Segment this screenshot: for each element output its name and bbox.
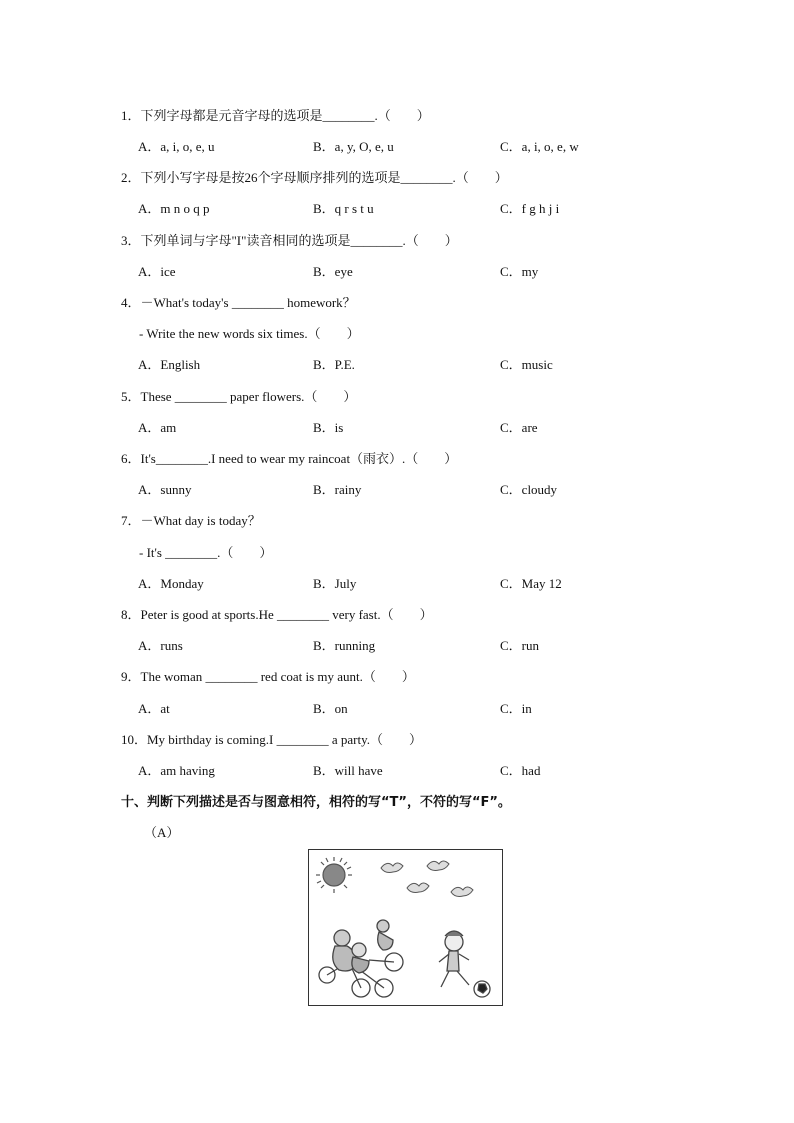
question-3-option-b[interactable]: B．eye (313, 264, 353, 279)
boy-playing-football-icon (439, 931, 490, 997)
question-5-option-a[interactable]: A．am (138, 420, 177, 435)
question-3-stem: 3．下列单词与字母"I"读音相同的选项是________.（ ） (121, 233, 458, 248)
question-8-option-a[interactable]: A．runs (138, 638, 183, 653)
question-7-option-b[interactable]: B．July (313, 576, 357, 591)
question-2-option-c[interactable]: C．f g h j i (500, 201, 560, 216)
question-8-option-c[interactable]: C．run (500, 638, 540, 653)
question-9-option-c[interactable]: C．in (500, 701, 532, 716)
question-4-option-a[interactable]: A．English (138, 357, 201, 372)
question-10-option-a[interactable]: A．am having (138, 763, 215, 778)
sun-icon (316, 857, 352, 893)
children-cycling-icon (319, 920, 403, 997)
question-3-option-a[interactable]: A．ice (138, 264, 176, 279)
question-1-option-c[interactable]: C．a, i, o, e, w (500, 139, 579, 154)
question-3-option-c[interactable]: C．my (500, 264, 539, 279)
question-10-option-b[interactable]: B．will have (313, 763, 383, 778)
question-4-option-b[interactable]: B．P.E. (313, 357, 355, 372)
question-8-option-b[interactable]: B．running (313, 638, 376, 653)
question-6-option-c[interactable]: C．cloudy (500, 482, 558, 497)
scene-drawing (309, 850, 502, 1005)
question-9-stem: 9．The woman ________ red coat is my aunt.（ ） (121, 669, 415, 684)
question-4-reply: - Write the new words six times.（ ） (139, 326, 360, 341)
question-7-option-c[interactable]: C．May 12 (500, 576, 562, 591)
question-6-option-b[interactable]: B．rainy (313, 482, 362, 497)
question-5-option-b[interactable]: B．is (313, 420, 344, 435)
question-9-option-b[interactable]: B．on (313, 701, 348, 716)
question-2-option-a[interactable]: A．m n o q p (138, 201, 210, 216)
question-6-stem: 6．It's________.I need to wear my raincoat（雨衣）.（ ） (121, 451, 458, 466)
question-5-stem: 5．These ________ paper flowers.（ ） (121, 389, 357, 404)
question-7-reply: - It's ________.（ ） (139, 545, 273, 560)
birds-icon (381, 861, 473, 897)
question-7-stem: 7．－What day is today？ (121, 513, 261, 528)
question-2-stem: 2．下列小写字母是按26个字母顺序排列的选项是________.（ ） (121, 170, 508, 185)
scene-illustration (308, 849, 503, 1006)
question-10-stem: 10．My birthday is coming.I ________ a party.（ ） (121, 732, 423, 747)
question-4-stem: 4．－What's today's ________ homework？ (121, 295, 356, 310)
question-9-option-a[interactable]: A．at (138, 701, 170, 716)
question-1-option-a[interactable]: A．a, i, o, e, u (138, 139, 215, 154)
question-10-option-c[interactable]: C．had (500, 763, 541, 778)
question-4-option-c[interactable]: C．music (500, 357, 553, 372)
question-1-stem: 1．下列字母都是元音字母的选项是________.（ ） (121, 108, 430, 123)
part-a-label: （A） (144, 825, 180, 840)
question-5-option-c[interactable]: C．are (500, 420, 538, 435)
question-6-option-a[interactable]: A．sunny (138, 482, 192, 497)
section-10-title: 十、判断下列描述是否与图意相符，相符的写“T”，不符的写“F”。 (121, 795, 511, 810)
question-8-stem: 8．Peter is good at sports.He ________ very fast.（ ） (121, 607, 433, 622)
question-2-option-b[interactable]: B．q r s t u (313, 201, 374, 216)
question-7-option-a[interactable]: A．Monday (138, 576, 204, 591)
question-1-option-b[interactable]: B．a, y, O, e, u (313, 139, 394, 154)
